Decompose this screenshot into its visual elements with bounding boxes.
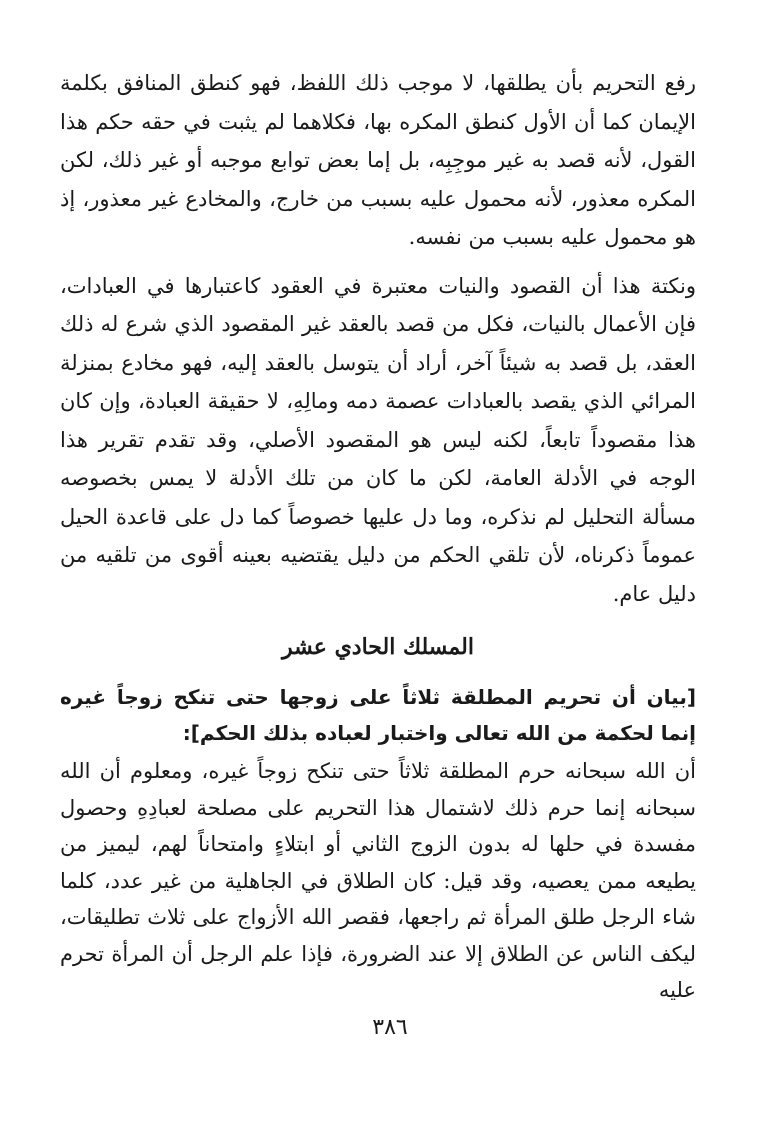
paragraph-3: أن الله سبحانه حرم المطلقة ثلاثاً حتى تنكح زوجاً غيره، ومعلوم أن الله سبحانه إنما حرم ذلك لاشتمال هذا التحريم على مصلحة لعبادِهِ وحصول مفسدة في حلها له بدون الزوج الثاني أو ابتلاءٍ وامتحاناً لهم، ليميز من يطيعه ممن يعصيه، وقد قيل: كان الطلاق في الجاهلية من غير عدد، كلما شاء الرجل طلق المرأة ثم راجعها، فقصر الله الأزواج على ثلاث تطليقات، ليكف الناس عن الطلاق إلا عند الضرورة، فإذا علم الرجل أن المرأة تحرم عليه [60,759,696,1002]
paragraph-1: رفع التحريم بأن يطلقها، لا موجب ذلك اللفظ، فهو كنطق المنافق بكلمة الإيمان كما أن الأول كنطق المكره بها، فكلاهما لم يثبت في حقه حكم هذا القول، لأنه قصد به غير موجِبِه، بل إما بعض توابع موجبه أو غير ذلك، لكن المكره معذور، لأنه محمول عليه بسبب من خارج، والمخادع غير معذور، إذ هو محمول عليه بسبب من نفسه. [60,71,696,249]
section-title: [بيان أن تحريم المطلقة ثلاثاً على زوجها حتى تنكح زوجاً غيره إنما لحكمة من الله تعالى واختبار لعباده بذلك الحكم]: [60,685,696,745]
page-number: ٣٨٦ [372,1015,408,1040]
paragraph-2: ونكتة هذا أن القصود والنيات معتبرة في العقود كاعتبارها في العبادات، فإن الأعمال بالنيات، فكل من قصد بالعقد غير المقصود الذي شرع له ذلك العقد، بل قصد به شيئاً آخر، أراد أن يتوسل بالعقد إليه، فهو مخادع بمنزلة المرائي الذي يقصد بالعبادات عصمة دمه ومالِهِ، لا حقيقة العبادة، وإن كان هذا مقصوداً تابعاً، لكنه ليس هو المقصود الأصلي، وقد تقدم تقرير هذا الوجه في الأدلة العامة، لكن ما كان من تلك الأدلة لا يمس بخصوصه مسألة التحليل لم نذكره، وما دل عليها خصوصاً كما دل على قاعدة الحيل عموماً ذكرناه، لأن تلقي الحكم من دليل يقتضيه بعينه أقوى من تلقيه من دليل عام. [60,273,696,606]
section-heading: المسلك الحادي عشر [282,634,474,660]
